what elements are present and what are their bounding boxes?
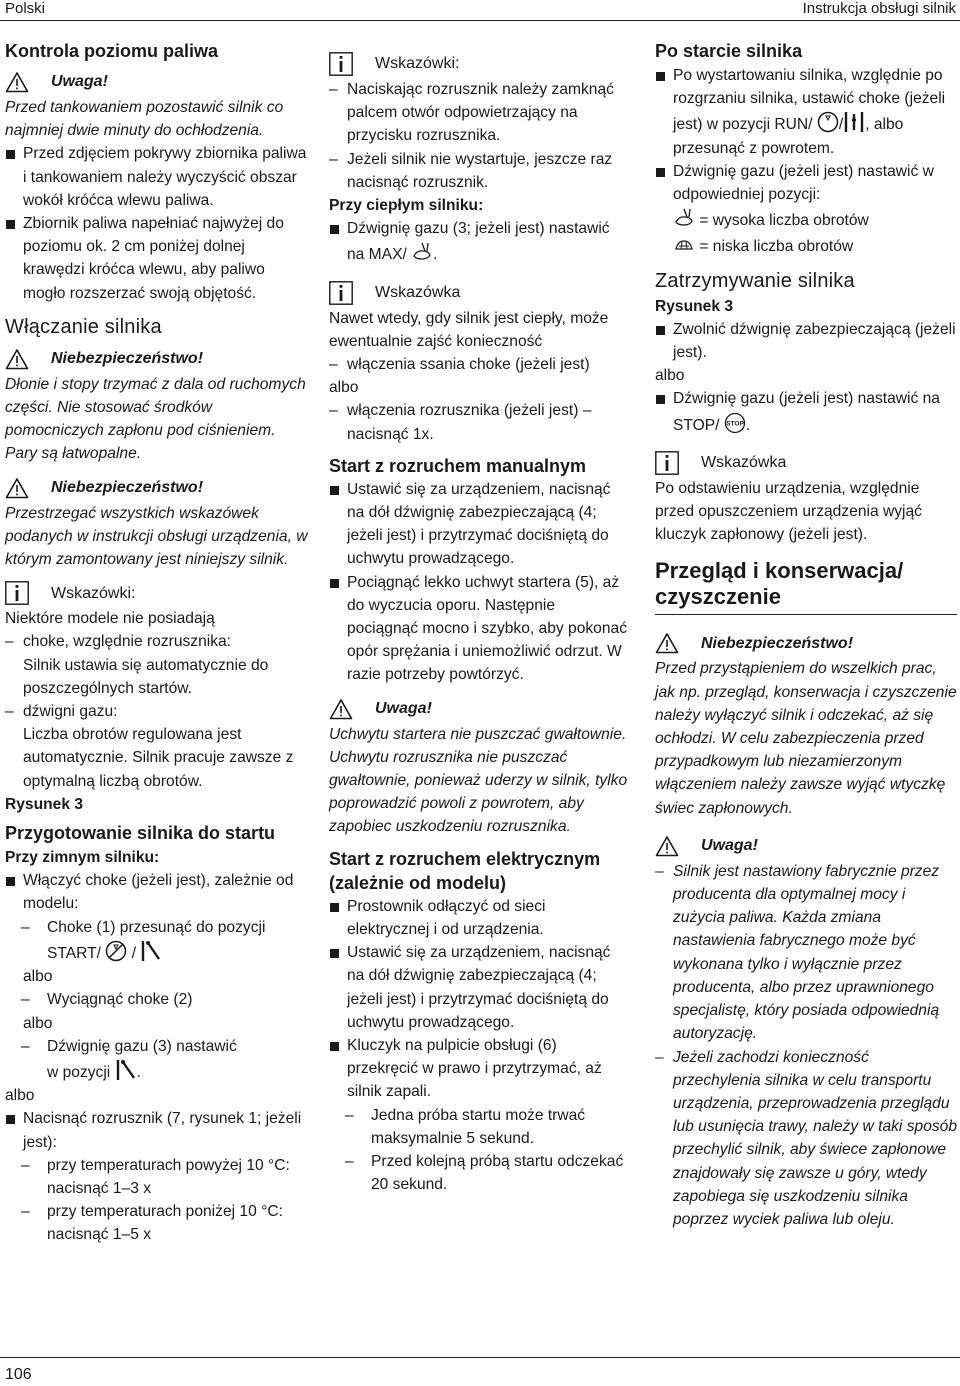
warning-triangle-icon (5, 348, 29, 370)
column-2 (329, 38, 629, 1196)
section-title-fuel-level: Kontrola poziomu paliwa (5, 41, 219, 61)
list-item-text: Liczba obrotów regulowana jest automatycznie. Silnik pracuje zawsze z optymalną liczbą obrotów. (23, 726, 294, 790)
warning-triangle-icon (5, 71, 29, 93)
header-rule (0, 20, 960, 21)
danger-title: Niebezpieczeństwo! (701, 634, 854, 652)
list-item: Włączyć choke (jeżeli jest), zależnie od modelu: (5, 869, 309, 915)
list-item-text: . (136, 1063, 141, 1081)
caution-title: Uwaga! (51, 73, 108, 91)
list-item: – Naciskając rozrusznik należy zamknąć palcem otwór odpowietrzający na przycisku rozrusznika. (329, 78, 629, 148)
hare-icon (673, 206, 695, 230)
danger-text: Przed przystąpieniem do wszelkich prac, jak np. przegląd, konserwacja i czyszczenie należy wyłączyć silnik i odczekać, aż się ochłodzi. W celu zabezpieczenia przed przypadkowym lub niezamierzonym włączeniem należy zawsze wyjąć wtyczkę świec zapłonowych. (655, 660, 957, 817)
info-icon (655, 451, 679, 475)
list-item: – włączenia rozrusznika (jeżeli jest) – nacisnąć 1x. (329, 399, 629, 445)
list-item-text: Dźwignię gazu (3; jeżeli jest) nastawić na MAX/ (347, 220, 610, 264)
speed-fast-label: = wysoka liczba obrotów (699, 212, 869, 230)
note-heading (5, 579, 309, 607)
list-item: – Wyciągnąć choke (2) (5, 988, 309, 1011)
danger-heading (5, 474, 309, 502)
section-title-manual-start: Start z rozruchem manualnym (329, 455, 587, 476)
list-item-text: Dźwignię gazu (jeżeli jest) nastawić na STOP/ (673, 390, 940, 434)
list-item-text: . (745, 416, 751, 434)
note-title: Wskazówki: (375, 55, 460, 73)
list-item: Dźwignię gazu (jeżeli jest) nastawić w odpowiedniej pozycji: (655, 160, 957, 206)
list-item (655, 387, 957, 436)
note-heading (329, 50, 629, 78)
footer-rule (0, 1357, 960, 1358)
hare-icon (411, 240, 433, 264)
list-item: – choke, względnie rozrusznika: (5, 630, 309, 653)
caution-title: Uwaga! (701, 837, 758, 855)
figure-reference: Rysunek 3 (655, 297, 734, 315)
list-item: Nacisnąć rozrusznik (7, rysunek 1; jeżeli jest): (5, 1107, 309, 1153)
danger-title: Niebezpieczeństwo! (51, 479, 204, 497)
choke-start-icon (105, 939, 127, 963)
turtle-icon (673, 232, 695, 256)
section-title-starting: Włączanie silnika (5, 315, 162, 338)
caution-heading (329, 695, 629, 723)
section-title-maintenance: Przegląd i konserwacja/ czyszczenie (655, 558, 957, 615)
figure-reference: Rysunek 3 (5, 795, 84, 813)
caution-heading (5, 68, 309, 96)
list-item: – Jeżeli zachodzi konieczność przechylenia silnika w celu transportu urządzenia, przeprowadzenia przeglądu lub usunięcia trawy, należy w taki sposób przechylić silnik, aby świece zapłonowe znajdowały się zawsze u góry, wtedy zapobiega się uszkodzeniu silnika poprzez wyciek paliwa lub oleju. (655, 1046, 957, 1232)
list-item: – Silnik jest nastawiony fabrycznie przez producenta dla optymalnej mocy i zużycia paliwa. Każda zmiana nastawienia fabrycznego może być wykonana tylko i wyłącznie przez producenta, albo przez uprawnionego specjalistę, który posiada odpowiednią autoryzację. (655, 860, 957, 1046)
or-text: albo (329, 379, 359, 397)
info-icon (329, 281, 353, 305)
list-item: – Przed kolejną próbą startu odczekać 20 sekund. (329, 1150, 629, 1196)
page-header (0, 0, 960, 20)
list-item-text: Choke (1) przesunąć do pozycji (47, 918, 266, 936)
or-text: albo (5, 1087, 35, 1105)
section-title-prepare: Przygotowanie silnika do startu (5, 823, 276, 844)
section-title-stopping: Zatrzymywanie silnika (655, 269, 855, 292)
column-1 (5, 38, 309, 1247)
list-item-text: / (838, 116, 844, 134)
list-item-text: . (433, 246, 438, 264)
list-item: – włączenia ssania choke (jeżeli jest) (329, 353, 629, 376)
column-3 (655, 38, 957, 1231)
warning-triangle-icon (329, 698, 353, 720)
list-item: Zwolnić dźwignię zabezpieczającą (jeżeli jest). (655, 318, 957, 364)
header-manual-title: Instrukcja obsługi silnik (802, 0, 956, 17)
section-title-after-start: Po starcie silnika (655, 41, 803, 61)
note-title: Wskazówka (701, 454, 787, 472)
page-number: 106 (5, 1366, 32, 1383)
list-item-text: Po wystartowaniu silnika, względnie po rozgrzaniu silnika, ustawić choke (jeżeli jest) w pozycji RUN/ (673, 67, 946, 134)
caution-title: Uwaga! (375, 700, 432, 718)
note-title: Wskazówka (375, 284, 461, 302)
list-item: Pociągnąć lekko uchwyt startera (5), aż do wyczucia oporu. Następnie pociągnąć mocno i szybko, aby pokonać opór sprężania i uniemożliwić odrzut. W razie potrzeby powtórzyć. (329, 571, 629, 687)
danger-heading (655, 629, 957, 657)
note-title: Wskazówki: (51, 584, 136, 602)
caution-heading (655, 832, 957, 860)
list-item-text: Silnik ustawia się automatycznie do poszczególnych startów. (23, 656, 269, 697)
list-item: Prostownik odłączyć od sieci elektrycznej i od urządzenia. (329, 895, 629, 941)
stop-icon-label: STOP (726, 420, 744, 428)
list-item (655, 64, 957, 160)
note-text: Po odstawieniu urządzenia, względnie przed opuszczeniem urządzenia wyjąć kluczyk zapłonowy (jeżeli jest). (655, 479, 922, 544)
choke-lever-run-icon (843, 110, 865, 134)
choke-run-icon (817, 110, 839, 134)
warning-triangle-icon (655, 632, 679, 654)
list-item: Ustawić się za urządzeniem, nacisnąć na dół dźwignię zabezpieczającą (4; jeżeli jest) i przytrzymać dociśniętą do uchwytu prowadzącego. (329, 941, 629, 1034)
caution-text: Przed tankowaniem pozostawić silnik co najmniej dwie minuty do ochłodzenia. (5, 99, 284, 140)
speed-slow-label: = niska liczba obrotów (699, 238, 854, 256)
list-item (5, 916, 309, 965)
stop-icon (724, 411, 746, 435)
note-heading (655, 449, 957, 477)
list-item: – przy temperaturach powyżej 10 °C: nacisnąć 1–3 x (5, 1154, 309, 1200)
danger-heading (5, 345, 309, 373)
header-language: Polski (5, 0, 46, 17)
choke-lever-icon (140, 939, 162, 963)
list-item-text: , albo przesunąć z powrotem. (673, 116, 904, 157)
subheading-warm-engine: Przy ciepłym silniku: (329, 197, 484, 215)
list-item: Kluczyk na pulpicie obsługi (6) przekręcić w prawo i przytrzymać, aż silnik zapali. (329, 1034, 629, 1104)
note-intro: Niektóre modele nie posiadają (5, 610, 215, 628)
list-item-text: w pozycji (47, 1063, 111, 1081)
list-item: Zbiornik paliwa napełniać najwyżej do poziomu ok. 2 cm poniżej dolnej krawędzi króćca wlewu, aby paliwo mogło rozszerzać swoją objętość. (5, 212, 309, 305)
danger-text: Przestrzegać wszystkich wskazówek podanych w instrukcji obsługi urządzenia, w którym zamontowany jest niniejszy silnik. (5, 504, 308, 569)
or-text: albo (23, 968, 53, 986)
list-item: – Jedna próba startu może trwać maksymalnie 5 sekund. (329, 1104, 629, 1150)
list-item (329, 217, 629, 266)
subheading-cold-engine: Przy zimnym silniku: (5, 849, 160, 867)
note-heading (329, 279, 629, 307)
or-text: albo (655, 367, 685, 385)
or-text: albo (23, 1014, 53, 1032)
list-item: Ustawić się za urządzeniem, nacisnąć na dół dźwignię zabezpieczającą (4; jeżeli jest) i przytrzymać dociśniętą do uchwytu prowadzącego. (329, 478, 629, 571)
danger-title: Niebezpieczeństwo! (51, 350, 204, 368)
list-item: Przed zdjęciem pokrywy zbiornika paliwa i tankowaniem należy wyczyścić obszar wokół króćca wlewu paliwa. (5, 142, 309, 212)
list-item: – Jeżeli silnik nie wystartuje, jeszcze raz nacisnąć rozrusznik. (329, 148, 629, 194)
list-item: – przy temperaturach poniżej 10 °C: nacisnąć 1–5 x (5, 1200, 309, 1246)
speed-slow-row (655, 232, 957, 258)
list-item (5, 1035, 309, 1084)
warning-triangle-icon (5, 477, 29, 499)
danger-text: Dłonie i stopy trzymać z dala od ruchomych części. Nie stosować środków pomocniczych zapłonu pod ciśnieniem. Pary są łatwopalne. (5, 375, 306, 463)
list-item: – dźwigni gazu: (5, 700, 309, 723)
speed-fast-row (655, 206, 957, 232)
caution-text: Uchwytu startera nie puszczać gwałtownie. Uchwytu rozrusznika nie puszczać gwałtownie, ponieważ uderzy w silnik, tylko poprowadzić powoli z powrotem, aby zapobiec uszkodzeniu rozrusznika. (329, 725, 628, 836)
warning-triangle-icon (655, 835, 679, 857)
info-icon (5, 581, 29, 605)
section-title-electric-start: Start z rozruchem elektrycznym (zależnie od modelu) (329, 848, 601, 893)
list-item-text: / (131, 944, 137, 962)
choke-lever-icon (115, 1058, 137, 1082)
info-icon (329, 52, 353, 76)
list-item-text: START/ (47, 944, 102, 962)
list-item-text: Dźwignię gazu (3) nastawić (47, 1037, 237, 1055)
note-text: Nawet wtedy, gdy silnik jest ciepły, może ewentualnie zajść konieczność (329, 309, 609, 350)
